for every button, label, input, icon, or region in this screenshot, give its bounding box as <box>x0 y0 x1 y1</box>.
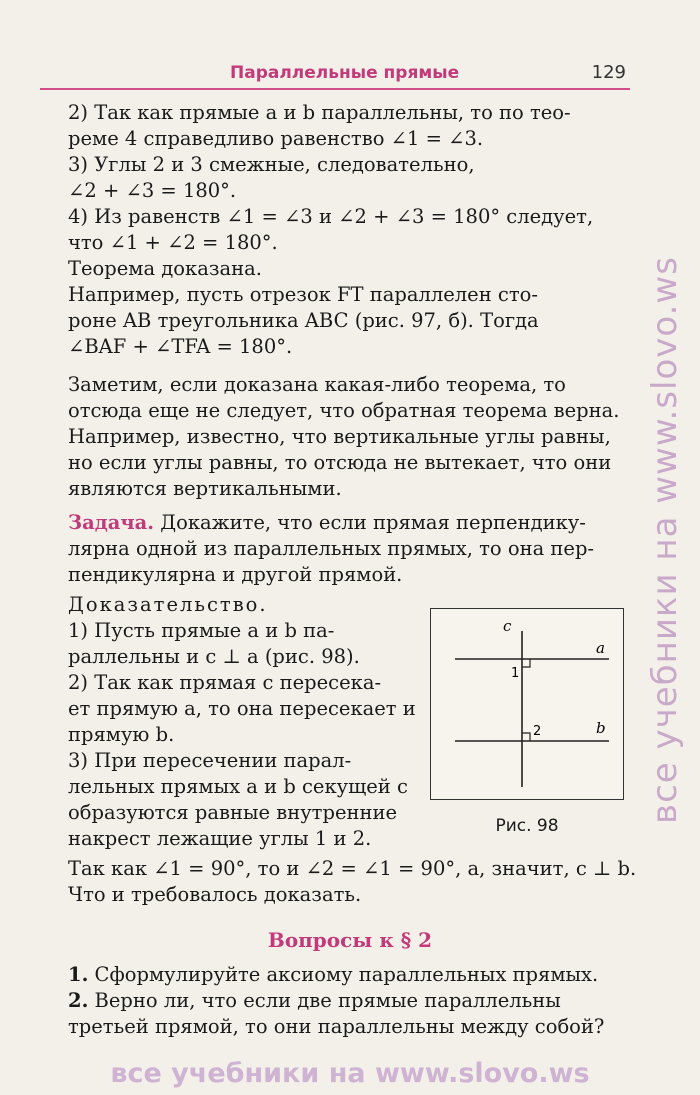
conclusion <box>68 856 637 908</box>
text-line: 4) Из равенств ∠1 = ∠3 и ∠2 + ∠3 = 180° следует, <box>68 205 594 228</box>
figure-98 <box>430 608 624 800</box>
right-angle-mark <box>522 659 530 667</box>
text-line: Так как ∠1 = 90°, то и ∠2 = ∠1 = 90°, а, значит, c ⊥ b. <box>68 857 637 880</box>
header-rule <box>40 88 630 90</box>
chapter-title: Параллельные прямые <box>230 63 460 83</box>
text-line: 3) При пересечении парал- <box>68 749 352 772</box>
text-line: отсюда еще не следует, что обратная теорема верна. <box>68 399 620 422</box>
text-line: лельных прямых a и b секущей c <box>68 775 408 798</box>
task-statement <box>68 510 628 588</box>
figure-caption: Рис. 98 <box>495 816 559 836</box>
task-label: Задача. <box>68 511 155 534</box>
page-number: 129 <box>591 62 626 83</box>
label-c: c <box>503 617 512 635</box>
task-text: Докажите, что если прямая перпендику- <box>154 511 586 534</box>
question-item <box>68 988 628 1014</box>
text-line: являются вертикальными. <box>68 477 342 500</box>
watermark-side-text: все учебники на www.slovo.ws <box>645 256 685 824</box>
questions-list <box>68 962 628 1040</box>
remark-paragraph <box>68 372 628 502</box>
text-line: прямую b. <box>68 723 175 746</box>
text-line: 3) Углы 2 и 3 смежные, следовательно, <box>68 153 475 176</box>
text-line: Заметим, если доказана какая-либо теорема, то <box>68 373 566 396</box>
text-line: раллельны и c ⊥ a (рис. 98). <box>68 645 360 668</box>
label-a: a <box>596 639 605 657</box>
question-number: 2. <box>68 989 89 1012</box>
text-line: накрест лежащие углы 1 и 2. <box>68 827 372 850</box>
watermark-bottom: все учебники на www.slovo.ws <box>110 1058 590 1089</box>
text-line: 2) Так как прямые a и b параллельны, то по тео- <box>68 101 571 124</box>
text-line: лярна одной из параллельных прямых, то она пер- <box>68 537 595 560</box>
text-line: ∠2 + ∠3 = 180°. <box>68 179 237 202</box>
figure-diagram <box>431 609 623 799</box>
proof-continuation <box>68 100 628 360</box>
text-line: что ∠1 + ∠2 = 180°. <box>68 231 278 254</box>
question-text: Верно ли, что если две прямые параллельны <box>88 989 561 1012</box>
text-line: ет прямую a, то она пересекает и <box>68 697 416 720</box>
question-text: Сформулируйте аксиому параллельных прямых. <box>88 963 599 986</box>
question-number: 1. <box>68 963 89 986</box>
text-line: Теорема доказана. <box>68 257 262 280</box>
text-line <box>68 510 628 536</box>
text-line: пендикулярна и другой прямой. <box>68 563 403 586</box>
text-line: Что и требовалось доказать. <box>68 883 362 906</box>
questions-title: Вопросы к § 2 <box>267 928 433 952</box>
label-b: b <box>596 719 606 737</box>
question-item <box>68 962 628 988</box>
text-line: третьей прямой, то они параллельны между собой? <box>68 1015 605 1038</box>
proof-label: Доказательство. <box>68 593 268 616</box>
label-angle-1: 1 <box>511 666 520 681</box>
text-line: реме 4 справедливо равенство ∠1 = ∠3. <box>68 127 484 150</box>
text-line: роне AB треугольника ABC (рис. 97, б). Тогда <box>68 309 539 332</box>
text-line: 2) Так как прямая c пересека- <box>68 671 382 694</box>
text-line: образуются равные внутренние <box>68 801 398 824</box>
text-line: ∠BAF + ∠TFA = 180°. <box>68 335 293 358</box>
right-angle-mark <box>522 733 530 741</box>
text-line: Например, пусть отрезок FT параллелен сто- <box>68 283 538 306</box>
text-line: Например, известно, что вертикальные углы равны, <box>68 425 611 448</box>
watermark-side <box>640 140 690 940</box>
text-line: 1) Пусть прямые a и b па- <box>68 619 335 642</box>
text-line: но если углы равны, то отсюда не вытекает, что они <box>68 451 612 474</box>
label-angle-2: 2 <box>533 724 542 739</box>
page-header <box>40 60 630 88</box>
